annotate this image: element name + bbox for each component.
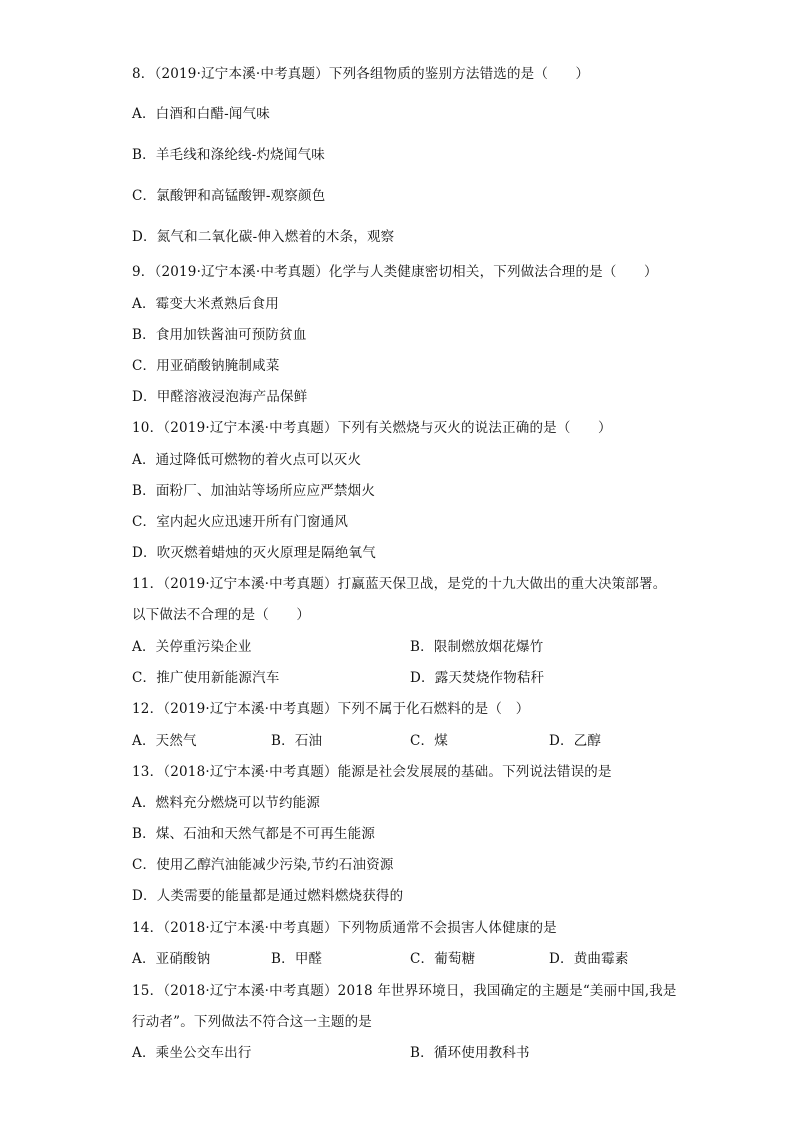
question-12-option-d: D．乙醇 (549, 733, 602, 749)
question-9-option-d: D．甲醛溶液浸泡海产品保鲜 (132, 389, 308, 405)
question-15-stem-line-1: 15．（2018·辽宁本溪·中考真题）2018 年世界环境日，我国确定的主题是“美丽中国,我是 (132, 983, 677, 999)
question-10-option-a: A．通过降低可燃物的着火点可以灭火 (132, 452, 362, 468)
question-15-option-a: A．乘坐公交车出行 (132, 1045, 252, 1061)
question-9-option-a: A．霉变大米煮熟后食用 (132, 296, 279, 312)
question-12-option-a: A．天然气 (132, 733, 197, 749)
question-14-option-d: D．黄曲霉素 (549, 951, 629, 967)
question-12-stem: 12．（2019·辽宁本溪·中考真题）下列不属于化石燃料的是（ ） (132, 701, 530, 717)
question-11-option-d: D．露天焚烧作物秸秆 (410, 670, 545, 686)
question-9-option-c: C．用亚硝酸钠腌制咸菜 (132, 358, 280, 374)
question-10-option-b: B．面粉厂、加油站等场所应应严禁烟火 (132, 483, 376, 499)
question-12-option-c: C．煤 (410, 733, 448, 749)
question-9-stem: 9．（2019·辽宁本溪·中考真题）化学与人类健康密切相关，下列做法合理的是（ ） (132, 264, 658, 280)
question-13-option-d: D．人类需要的能量都是通过燃料燃烧获得的 (132, 888, 404, 904)
question-15-option-b: B．循环使用教科书 (410, 1045, 530, 1061)
question-14-option-a: A．亚硝酸钠 (132, 951, 211, 967)
question-11-stem-line-1: 11．（2019·辽宁本溪·中考真题）打赢蓝天保卫战，是党的十九大做出的重大决策部署。 (132, 576, 667, 592)
question-14-option-c: C．葡萄糖 (410, 951, 476, 967)
question-11-option-a: A．关停重污染企业 (132, 639, 252, 655)
question-11-option-c: C．推广使用新能源汽车 (132, 670, 280, 686)
question-13-stem: 13．（2018·辽宁本溪·中考真题）能源是社会发展展的基础。下列说法错误的是 (132, 764, 612, 780)
question-9-option-b: B．食用加铁酱油可预防贫血 (132, 327, 307, 343)
question-14-stem: 14．（2018·辽宁本溪·中考真题）下列物质通常不会损害人体健康的是 (132, 920, 557, 936)
question-13-option-c: C．使用乙醇汽油能减少污染,节约石油资源 (132, 857, 394, 873)
question-10-option-c: C．室内起火应迅速开所有门窗通风 (132, 514, 349, 530)
question-11-option-b: B．限制燃放烟花爆竹 (410, 639, 544, 655)
question-10-option-d: D．吹灭燃着蜡烛的灭火原理是隔绝氧气 (132, 545, 376, 561)
question-8-option-a: A．白酒和白醋-闻气味 (132, 106, 271, 122)
question-14-option-b: B．甲醛 (271, 951, 323, 967)
question-10-stem: 10．（2019·辽宁本溪·中考真题）下列有关燃烧与灭火的说法正确的是（ ） (132, 420, 612, 436)
question-11-stem-line-2: 以下做法不合理的是（ ） (132, 607, 311, 623)
question-13-option-a: A．燃料充分燃烧可以节约能源 (132, 795, 321, 811)
question-8-option-c: C．氯酸钾和高锰酸钾-观察颜色 (132, 188, 326, 204)
question-8-stem: 8．（2019·辽宁本溪·中考真题）下列各组物质的鉴别方法错选的是（ ） (132, 66, 590, 82)
question-8-option-d: D．氮气和二氧化碳-伸入燃着的木条，观察 (132, 229, 395, 245)
question-8-option-b: B．羊毛线和涤纶线-灼烧闻气味 (132, 147, 325, 163)
question-12-option-b: B．石油 (271, 733, 323, 749)
question-15-stem-line-2: 行动者”。下列做法不符合这一主题的是 (132, 1014, 373, 1030)
question-13-option-b: B．煤、石油和天然气都是不可再生能源 (132, 826, 376, 842)
